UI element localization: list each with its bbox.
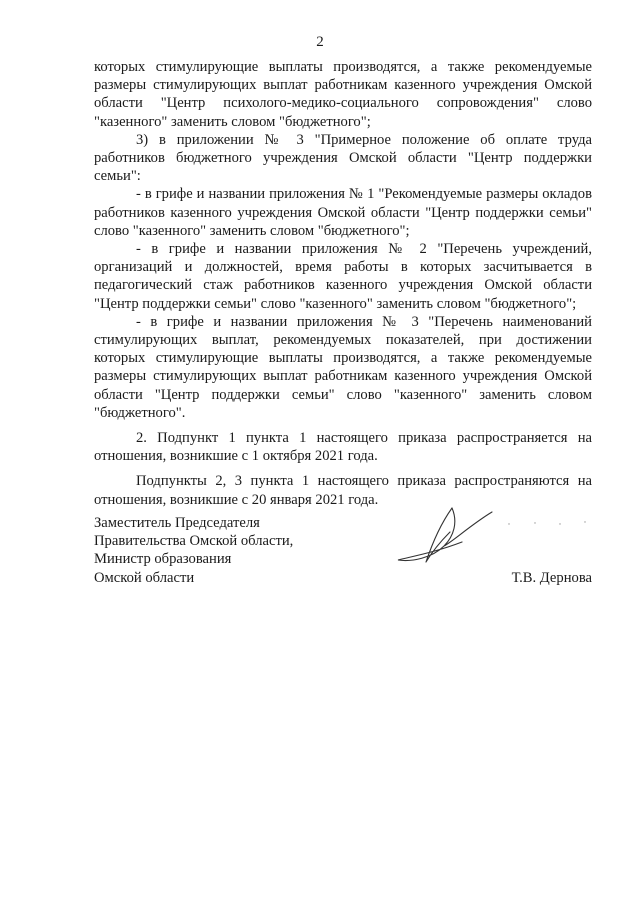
paragraph-continuation: которых стимулирующие выплаты производятся, а также рекомендуемые размеры стимулирующих выплат работникам казенного учреждения Омской области "Центр психолого-медико-социального сопровождения" слово "казенного" заменить словом "бюджетного"; xyxy=(94,59,592,130)
paragraph-point-2: 2. Подпункт 1 пункта 1 настоящего приказа распространяется на отношения, возникшие с 1 октября 2021 года. xyxy=(94,430,592,465)
paragraph-dash-3: - в грифе и названии приложения № 3 "Перечень наименований стимулирующих выплат, рекомендуемых показателей, при достижении которых стимулирующие выплаты производятся, а также рекомендуемые размеры стимулирующих выплат работникам казенного учреждения Омской области "Центр поддержки семьи" слово "казенного" заменить словом "бюджетного". xyxy=(94,313,592,421)
signer-name: Т.В. Дернова xyxy=(511,570,592,586)
signer-title-line: Министр образования xyxy=(94,551,232,568)
scan-speckles xyxy=(505,518,590,528)
paragraph-dash-2: - в грифе и названии приложения № 2 "Перечень учреждений, организаций и должностей, время работы в которых засчитывается в педагогический стаж работников казенного учреждения Омской области "Центр поддержки семьи" слово "казенного" заменить словом "бюджетного"; xyxy=(94,241,592,312)
signer-title-line: Омской области xyxy=(94,569,195,586)
handwritten-signature xyxy=(392,502,496,582)
paragraph-dash-1: - в грифе и названии приложения № 1 "Рекомендуемые размеры окладов работников казенного учреждения Омской области "Центр поддержки семьи" слово "казенного" заменить словом "бюджетного"; xyxy=(94,186,592,239)
signer-title-line: Правительства Омской области, xyxy=(94,533,294,550)
document-body xyxy=(94,58,592,509)
page-number: 2 xyxy=(316,34,324,50)
paragraph-subpoints: Подпункты 2, 3 пункта 1 настоящего приказа распространяются на отношения, возникшие с 20 января 2021 года. xyxy=(94,473,592,508)
signer-title-line: Заместитель Председателя xyxy=(94,515,260,531)
signature-block xyxy=(94,514,293,587)
paragraph-item-3: 3) в приложении № 3 "Примерное положение об оплате труда работников бюджетного учреждения Омской области "Центр поддержки семьи": xyxy=(94,131,592,185)
